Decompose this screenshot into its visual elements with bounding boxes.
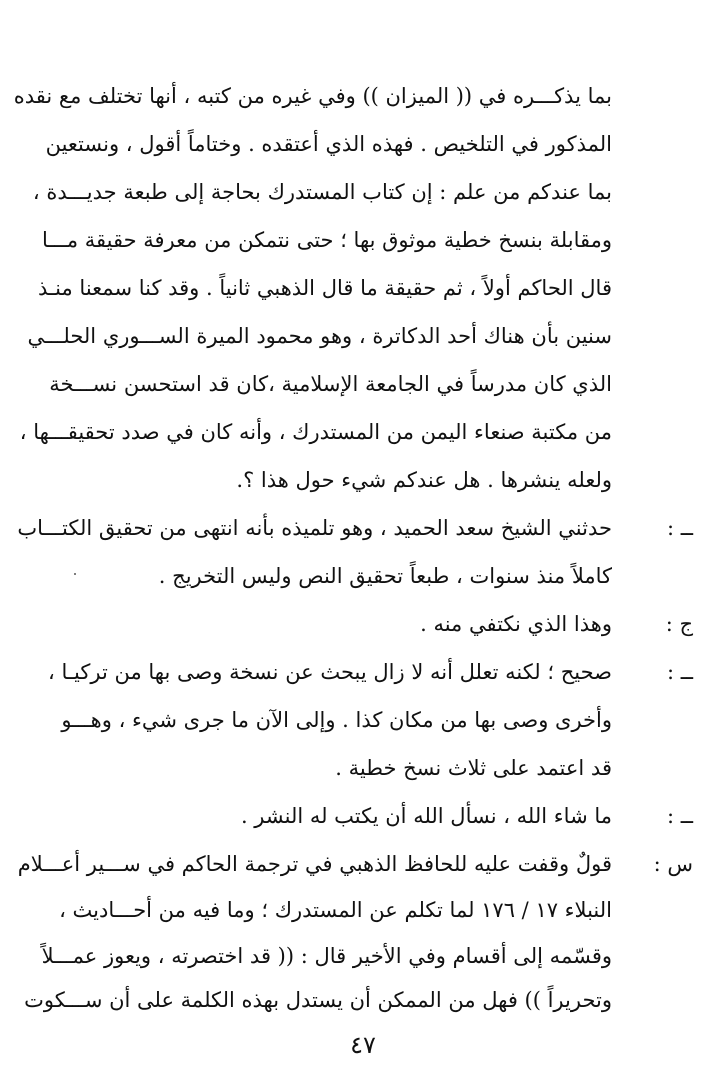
page-number: ٤٧ xyxy=(350,1031,376,1059)
text-line: وهذا الذي نكتفي منه . xyxy=(420,612,612,636)
text-line: الذي كان مدرساً في الجامعة الإسلامية ،كان قد استحسن نســـخة xyxy=(49,372,612,396)
text-line: بما عندكم من علم : إن كتاب المستدرك بحاجة إلى طبعة جديـــدة ، xyxy=(32,180,612,204)
text-line: من مكتبة صنعاء اليمن من المستدرك ، وأنه كان في صدد تحقيقـــها ، xyxy=(19,420,612,444)
speaker-marker: ــ : xyxy=(666,516,693,540)
scan-speck xyxy=(74,573,76,575)
speaker-marker: ــ : xyxy=(666,660,693,684)
text-line: بما يذكـــره في (( الميزان )) وفي غيره من كتبه ، أنها تختلف مع نقده xyxy=(13,84,612,108)
text-line: حدثني الشيخ سعد الحميد ، وهو تلميذه بأنه انتهى من تحقيق الكتـــاب xyxy=(17,516,612,540)
text-line: وقسّمه إلى أقسام وفي الأخير قال : (( قد اختصرته ، ويعوز عمـــلاً xyxy=(41,944,612,968)
question-marker: س : xyxy=(653,852,693,876)
text-line: ما شاء الله ، نسأل الله أن يكتب له النشر . xyxy=(240,804,612,828)
text-line: ومقابلة بنسخ خطية موثوق بها ؛ حتى نتمكن من معرفة حقيقة مـــا xyxy=(41,228,612,252)
text-line: وتحريراً )) فهل من الممكن أن يستدل بهذه الكلمة على أن ســـكوت xyxy=(24,988,612,1012)
text-line: المذكور في التلخيص . فهذه الذي أعتقده . وختاماً أقول ، ونستعين xyxy=(45,132,612,156)
text-line: النبلاء ١٧ / ١٧٦ لما تكلم عن المستدرك ؛ وما فيه من أحـــاديث ، xyxy=(59,898,612,922)
answer-marker: ج : xyxy=(665,612,693,636)
text-line: قولٌ وقفت عليه للحافظ الذهبي في ترجمة الحاكم في ســـير أعـــلام xyxy=(17,852,612,876)
text-line: قد اعتمد على ثلاث نسخ خطية . xyxy=(335,756,612,780)
text-line: سنين بأن هناك أحد الدكاترة ، وهو محمود الميرة الســـوري الحلـــي xyxy=(27,324,612,348)
text-line: ولعله ينشرها . هل عندكم شيء حول هذا ؟. xyxy=(236,468,612,492)
text-line: كاملاً منذ سنوات ، طبعاً تحقيق النص وليس التخريج . xyxy=(158,564,612,588)
text-line: صحيح ؛ لكنه تعلل أنه لا زال يبحث عن نسخة وصى بها من تركيـا ، xyxy=(48,660,612,684)
text-line: قال الحاكم أولاً ، ثم حقيقة ما قال الذهبي ثانياً . وقد كنا سمعنا منـذ xyxy=(38,276,612,300)
text-line: وأخرى وصى بها من مكان كذا . وإلى الآن ما جرى شيء ، وهـــو xyxy=(61,708,612,732)
speaker-marker: ــ : xyxy=(666,804,693,828)
